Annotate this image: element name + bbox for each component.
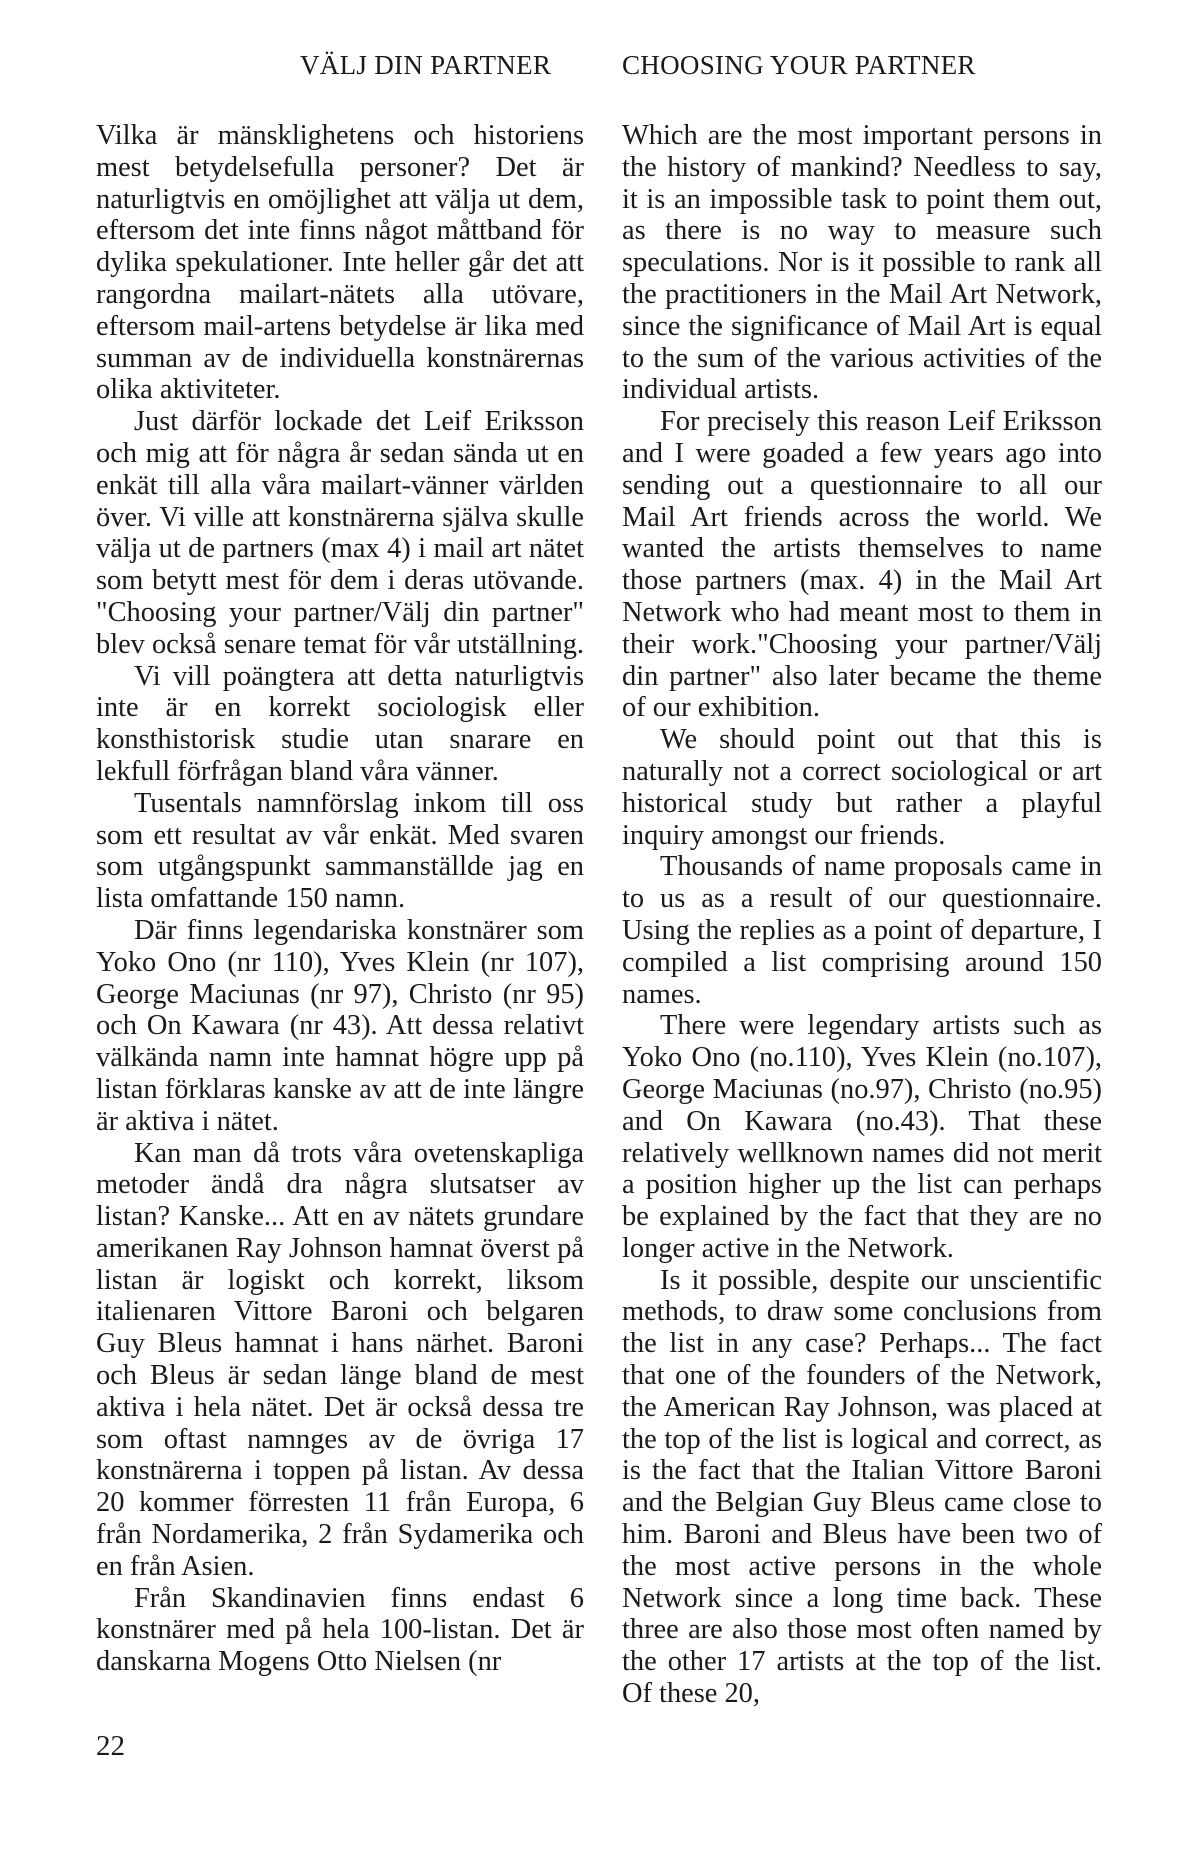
right-paragraph-4: Thousands of name proposals came in to us as a result of our questionnaire. Using the replies as a point of departure, I compiled a list comprising around 150 names. bbox=[622, 851, 1102, 1010]
right-paragraph-6: Is it possible, despite our unscientific methods, to draw some conclusions from the list in any case? Perhaps... The fact that one of the founders of the Network, the American Ray Johnson, was placed at the top of the list is logical and correct, as is the fact that the Italian Vittore Baroni and the Belgian Guy Bleus came close to him. Baroni and Bleus have been two of the most active persons in the whole Network since a long time back. These three are also those most often named by the other 17 artists at the top of the list. Of these 20, bbox=[622, 1264, 1102, 1710]
right-paragraph-1: Which are the most important persons in the history of mankind? Needless to say, it is an impossible task to point them out, as there is no way to measure such speculations. Nor is it possible to rank all the practitioners in the Mail Art Network, since the significance of Mail Art is equal to the sum of the various activities of the individual artists. bbox=[622, 120, 1102, 406]
right-paragraph-3: We should point out that this is naturally not a correct sociological or art historical study but rather a playful inquiry amongst our friends. bbox=[622, 724, 1102, 851]
left-paragraph-2: Just därför lockade det Leif Eriksson och mig att för några år sedan sända ut en enkät till alla våra mailart-vänner världen över. Vi ville att konstnärerna själva skulle välja ut de partners (max 4) i mail art nätet som betytt mest för dem i deras utövande. "Choosing your partner/Välj din partner" blev också senare temat för vår utställning. bbox=[96, 406, 584, 660]
left-paragraph-3: Vi vill poängtera att detta naturligtvis inte är en korrekt sociologisk eller konsthistorisk studie utan snarare en lekfull förfrågan bland våra vänner. bbox=[96, 660, 584, 787]
left-paragraph-4: Tusentals namnförslag inkom till oss som ett resultat av vår enkät. Med svaren som utgångspunkt sammanställde jag en lista omfattande 150 namn. bbox=[96, 787, 584, 915]
header-left-swedish: VÄLJ DIN PARTNER bbox=[300, 50, 552, 80]
left-paragraph-6: Kan man då trots våra ovetenskapliga metoder ändå dra några slutsatser av listan? Kanske... Att en av nätets grundare amerikanen Ray Johnson hamnat överst på listan är logiskt och korrekt, liksom italienaren Vittore Baroni och belgaren Guy Bleus hamnat i hans närhet. Baroni och Bleus är sedan länge bland de mest aktiva i hela nätet. Det är också dessa tre som oftast namnges av de övriga 17 konstnärerna i toppen på listan. Av dessa 20 kommer förresten 11 från Europa, 6 från Nordamerika, 2 från Sydamerika och en från Asien. bbox=[96, 1137, 584, 1582]
left-paragraph-7: Från Skandinavien finns endast 6 konstnärer med på hela 100-listan. Det är danskarna Mogens Otto Nielsen (nr bbox=[96, 1582, 584, 1678]
left-paragraph-1: Vilka är mänsklighetens och historiens mest betydelsefulla personer? Det är naturligtvis en omöjlighet att välja ut dem, eftersom det inte finns något måttband för dylika spekulationer. Inte heller går det att rangordna mailart-nätets alla utövare, eftersom mail-artens betydelse är lika med summan av de individuella konstnärernas olika aktiviteter. bbox=[96, 120, 584, 406]
left-column-swedish bbox=[96, 120, 584, 1678]
right-paragraph-5: There were legendary artists such as Yoko Ono (no.110), Yves Klein (no.107), George Maciunas (no.97), Christo (no.95) and On Kawara (no.43). That these relatively wellknown names did not merit a position higher up the list can perhaps be explained by the fact that they are no longer active in the Network. bbox=[622, 1010, 1102, 1264]
page-number: 22 bbox=[96, 1730, 125, 1762]
left-paragraph-5: Där finns legendariska konstnärer som Yoko Ono (nr 110), Yves Klein (nr 107), George Maciunas (nr 97), Christo (nr 95) och On Kawara (nr 43). Att dessa relativt välkända namn inte hamnat högre upp på listan förklaras kanske av att de inte längre är aktiva i nätet. bbox=[96, 914, 584, 1137]
header-right-english: CHOOSING YOUR PARTNER bbox=[622, 50, 976, 80]
right-column-english bbox=[622, 120, 1102, 1710]
right-paragraph-2: For precisely this reason Leif Eriksson and I were goaded a few years ago into sending out a questionnaire to all our Mail Art friends across the world. We wanted the artists themselves to name those partners (max. 4) in the Mail Art Network who had meant most to them in their work."Choosing your partner/Välj din partner" also later became the theme of our exhibition. bbox=[622, 406, 1102, 724]
